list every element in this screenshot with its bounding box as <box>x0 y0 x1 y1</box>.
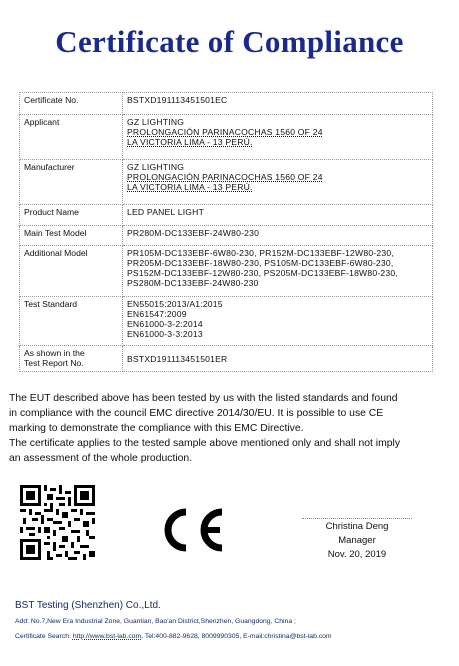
manufacturer-name: GZ LIGHTING <box>127 162 185 172</box>
statement-line: The certificate applies to the tested sample above mentioned only and shall not imply <box>9 438 401 449</box>
test-standard-item: EN61547:2009 <box>127 309 187 319</box>
label-test-report-line2: Test Report No. <box>24 358 84 368</box>
footer-search-label: Certificate Search: <box>15 633 71 640</box>
signature-line <box>302 518 412 519</box>
value-product-name: LED PANEL LIGHT <box>123 205 433 226</box>
row-product-name <box>20 205 433 226</box>
label-certificate-no: Certificate No. <box>20 93 123 115</box>
signature-date: Nov. 20, 2019 <box>327 549 387 560</box>
row-certificate-no <box>20 93 433 115</box>
row-test-standard <box>20 297 433 346</box>
value-additional-model <box>123 246 433 297</box>
row-test-report <box>20 346 433 372</box>
footer-email[interactable]: E-mail:christina@bst-lab.com <box>243 633 332 640</box>
test-standard-item: EN61000-3-2:2014 <box>127 319 203 329</box>
additional-model-line: PS152M-DC133EBF-12W80-230, PS205M-DC133EBF-18W80-230, <box>127 268 398 278</box>
label-test-report <box>20 346 123 372</box>
row-additional-model <box>20 246 433 297</box>
certificate-details-table <box>19 92 433 372</box>
applicant-address-line2: LA VICTORIA LIMA - 13 PERÚ. <box>127 137 253 147</box>
label-test-report-line1: As shown in the <box>24 348 85 358</box>
footer-contact <box>15 633 332 640</box>
footer-separator: , <box>141 633 144 640</box>
certificate-title: Certificate of Compliance <box>55 24 404 59</box>
value-test-standard <box>123 297 433 346</box>
test-report-number: BSTXD191113451501ER <box>127 353 228 364</box>
company-name: BST Testing (Shenzhen) Co.,Ltd. <box>15 600 161 611</box>
footer-website-link[interactable]: http://www.bst-lab.com <box>72 633 142 640</box>
qr-code-icon <box>20 485 95 560</box>
applicant-address-line1: PROLONGACIÓN PARINACOCHAS 1560 OF 24 <box>127 127 323 137</box>
manufacturer-address-line2: LA VICTORIA LIMA - 13 PERÚ. <box>127 182 253 192</box>
value-manufacturer <box>123 160 433 205</box>
value-main-test-model: PR280M-DC133EBF-24W80-230 <box>123 226 433 246</box>
row-manufacturer <box>20 160 433 205</box>
manufacturer-address-line1: PROLONGACIÓN PARINACOCHAS 1560 OF 24 <box>127 172 323 182</box>
applicant-name: GZ LIGHTING <box>127 117 185 127</box>
test-standard-item: EN61000-3-3:2013 <box>127 329 203 339</box>
label-additional-model: Additional Model <box>20 246 123 297</box>
test-standard-item: EN55015:2013/A1:2015 <box>127 299 223 309</box>
additional-model-line: PR105M-DC133EBF-6W80-230, PR152M-DC133EBF-12W80-230, <box>127 248 394 258</box>
additional-model-line: PR205M-DC133EBF-18W80-230, PS105M-DC133EBF-6W80-230, <box>127 258 394 268</box>
signature-block <box>302 518 412 562</box>
statement-line: an assessment of the whole production. <box>9 453 193 464</box>
statement-line: in compliance with the council EMC directive 2014/30/EU. It is possible to use CE <box>9 408 384 419</box>
signatory-role: Manager <box>338 535 376 546</box>
value-certificate-no: BSTXD191113451501EC <box>123 93 433 115</box>
statement-line: marking to demonstrate the compliance with this EMC Directive. <box>9 423 304 434</box>
footer-tel: Tel:400-882-9628, 8009990305, <box>144 633 242 640</box>
label-product-name: Product Name <box>20 205 123 226</box>
footer-address: Add: No.7,New Era Industrial Zone, Guantian, Bao'an District,Shenzhen, Guangdong, China ; <box>15 618 296 625</box>
ce-mark-icon <box>156 504 228 556</box>
additional-model-line: PS280M-DC133EBF-24W80-230 <box>127 278 259 288</box>
compliance-statement <box>9 391 447 466</box>
value-test-report <box>123 346 433 372</box>
label-main-test-model: Main Test Model <box>20 226 123 246</box>
row-applicant <box>20 115 433 160</box>
label-test-standard: Test Standard <box>20 297 123 346</box>
label-applicant: Applicant <box>20 115 123 160</box>
value-applicant <box>123 115 433 160</box>
label-manufacturer: Manufacturer <box>20 160 123 205</box>
signatory-name: Christina Deng <box>325 521 389 532</box>
row-main-test-model <box>20 226 433 246</box>
statement-line: The EUT described above has been tested by us with the listed standards and found <box>9 393 398 404</box>
